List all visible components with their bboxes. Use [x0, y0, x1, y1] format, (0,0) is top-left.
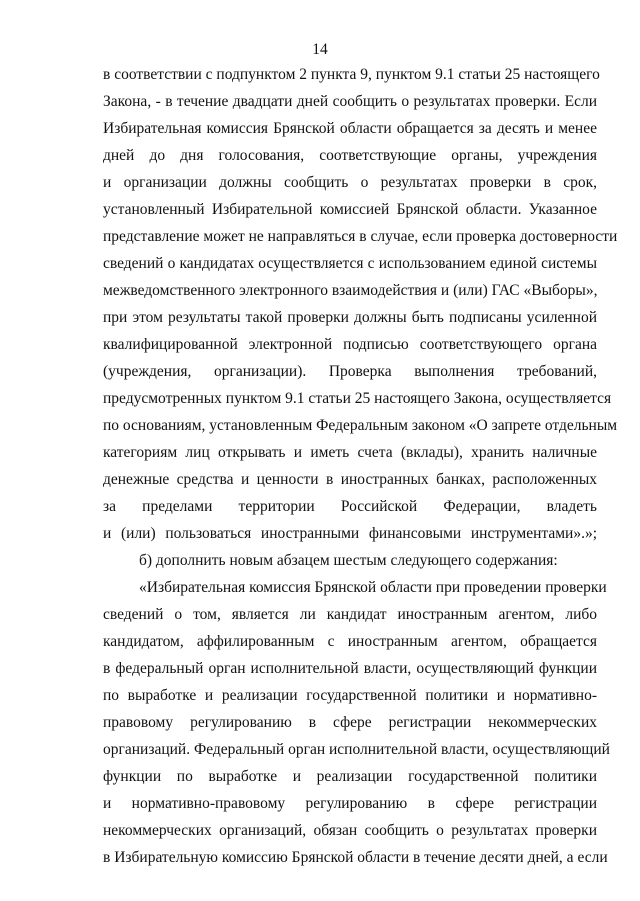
- text-line: установленный Избирательной комиссией Брянской области. Указанное: [103, 201, 597, 218]
- text-line: по основаниям, установленным Федеральным законом «О запрете отдельным: [103, 417, 618, 434]
- text-line: категориям лиц открывать и иметь счета (вклады), хранить наличные: [103, 444, 597, 461]
- text-line: и нормативно-правовому регулированию в сфере регистрации: [103, 795, 597, 812]
- text-line: при этом результаты такой проверки должны быть подписаны усиленной: [103, 309, 597, 326]
- text-line: Закона, - в течение двадцати дней сообщить о результатах проверки. Если: [103, 93, 597, 110]
- text-line: в соответствии с подпунктом 2 пункта 9, пунктом 9.1 статьи 25 настоящего: [103, 66, 600, 83]
- text-line: в Избирательную комиссию Брянской области в течение десяти дней, а если: [103, 849, 608, 866]
- text-line: «Избирательная комиссия Брянской области при проведении проверки: [139, 579, 607, 596]
- text-line: функции по выработке и реализации государственной политики: [103, 768, 597, 785]
- text-line: за пределами территории Российской Федерации, владеть: [103, 498, 597, 515]
- text-line: межведомственного электронного взаимодействия и (или) ГАС «Выборы»,: [103, 282, 598, 299]
- text-line: представление может не направляться в случае, если проверка достоверности: [103, 228, 618, 245]
- text-line: и организации должны сообщить о результатах проверки в срок,: [103, 174, 597, 191]
- text-line: по выработке и реализации государственной политики и нормативно-: [103, 687, 597, 704]
- text-line: кандидатом, аффилированным с иностранным агентом, обращается: [103, 633, 597, 650]
- text-line: организаций. Федеральный орган исполнительной власти, осуществляющий: [103, 741, 610, 758]
- text-line: (учреждения, организации). Проверка выполнения требований,: [103, 363, 597, 380]
- text-line: сведений о кандидатах осуществляется с использованием единой системы: [103, 255, 597, 272]
- text-line: Избирательная комиссия Брянской области обращается за десять и менее: [103, 120, 597, 137]
- text-line: денежные средства и ценности в иностранных банках, расположенных: [103, 471, 597, 488]
- text-line: б) дополнить новым абзацем шестым следующего содержания:: [139, 552, 558, 569]
- text-line: дней до дня голосования, соответствующие органы, учреждения: [103, 147, 597, 164]
- text-line: в федеральный орган исполнительной власти, осуществляющий функции: [103, 660, 597, 677]
- text-line: некоммерческих организаций, обязан сообщить о результатах проверки: [103, 822, 597, 839]
- text-line: и (или) пользоваться иностранными финансовыми инструментами».»;: [103, 525, 597, 542]
- text-line: предусмотренных пунктом 9.1 статьи 25 настоящего Закона, осуществляется: [103, 390, 612, 407]
- page-number: 14: [312, 41, 328, 58]
- text-line: квалифицированной электронной подписью соответствующего органа: [103, 336, 597, 353]
- text-line: сведений о том, является ли кандидат иностранным агентом, либо: [103, 606, 597, 623]
- text-line: правовому регулированию в сфере регистрации некоммерческих: [103, 714, 597, 731]
